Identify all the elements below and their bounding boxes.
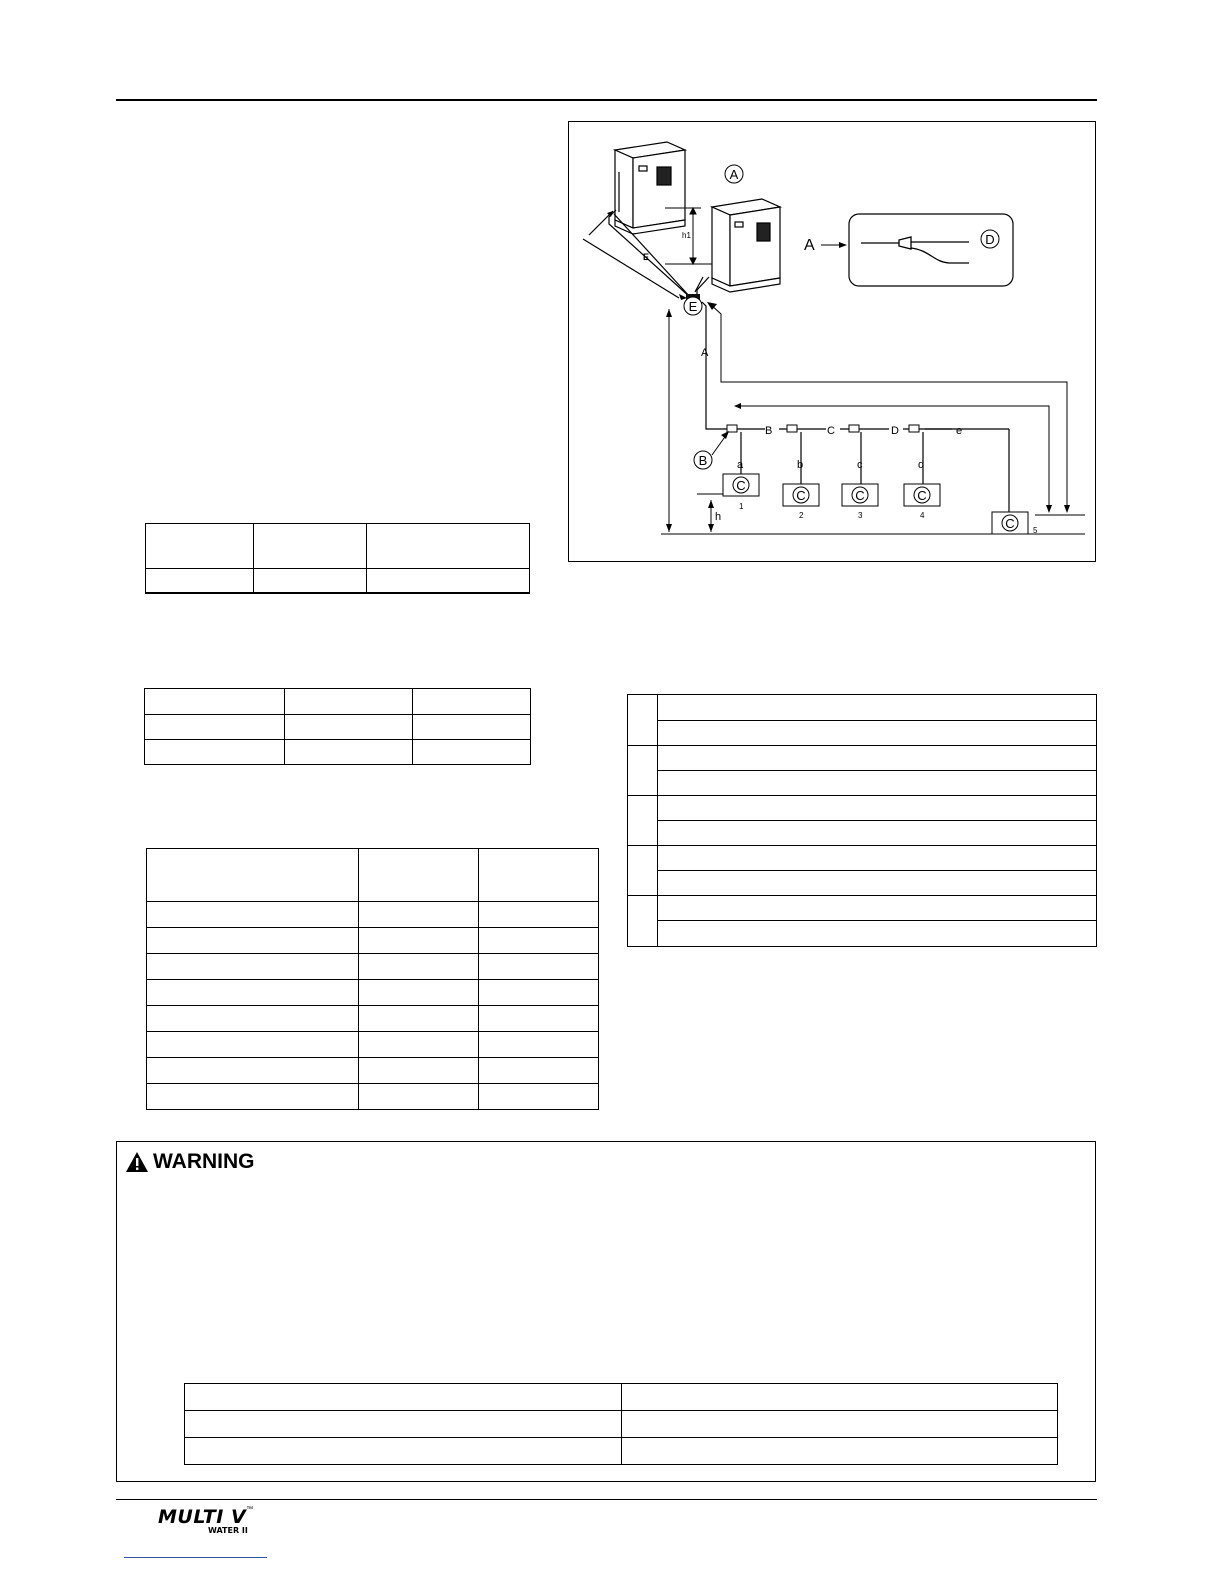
indoor-units — [723, 474, 1028, 534]
pipe-label-b-small: b — [797, 459, 804, 471]
table-row — [628, 695, 1097, 721]
indoor-unit-5-symbol: C — [1005, 516, 1015, 531]
table-row — [146, 524, 530, 569]
table-row — [628, 896, 1097, 921]
pipe-label-b: B — [765, 425, 773, 437]
arrow-e-right — [679, 294, 687, 300]
table-row — [185, 1384, 1058, 1411]
indoor-unit-2-symbol: C — [796, 488, 806, 503]
inset-arrow-head — [839, 242, 847, 248]
indoor-unit-1-symbol: C — [736, 478, 746, 493]
e-pipe-label: E — [643, 252, 650, 262]
table-row — [145, 689, 531, 715]
outdoor-unit-2 — [712, 199, 780, 292]
table-row — [147, 902, 599, 928]
table-row — [185, 1411, 1058, 1438]
piping-diagram-frame — [568, 121, 1096, 562]
warning-box — [116, 1141, 1096, 1482]
inset-a-label: A — [804, 237, 815, 254]
piping-diagram — [569, 122, 1095, 561]
h1-label: h1 — [682, 231, 691, 240]
callout-e-letter: E — [688, 299, 698, 314]
table-row — [147, 1006, 599, 1032]
table-2 — [144, 688, 531, 765]
callout-b-arrow-head — [721, 431, 729, 439]
indoor-unit-5-number: 5 — [1033, 526, 1038, 535]
table-row — [628, 796, 1097, 821]
footer-rule — [116, 1499, 1097, 1500]
pipe-label-e: e — [956, 425, 963, 437]
h-label: h — [715, 511, 722, 523]
table-row — [147, 1032, 599, 1058]
table-row — [145, 715, 531, 740]
table-row — [628, 846, 1097, 871]
indoor-unit-1-number: 1 — [739, 502, 744, 511]
indoor-unit-2-number: 2 — [799, 511, 804, 520]
table-row — [628, 721, 1097, 746]
warning-table — [184, 1383, 1058, 1465]
legend-table — [627, 694, 1097, 947]
table-row — [628, 871, 1097, 896]
indoor-unit-3-symbol: C — [855, 488, 865, 503]
logo-trademark: ™ — [246, 1506, 254, 1513]
pipe-label-d-small: d — [918, 459, 925, 471]
logo-text: MULTI V — [158, 1506, 247, 1528]
warning-heading — [125, 1150, 255, 1174]
header-rule — [116, 99, 1097, 101]
table-row — [628, 821, 1097, 846]
table-row — [147, 954, 599, 980]
bottom-link-underline — [124, 1557, 267, 1558]
table-1 — [145, 523, 530, 594]
outdoor-unit-1 — [615, 142, 685, 234]
warning-title: WARNING — [153, 1150, 255, 1173]
pipe-label-c: C — [827, 425, 835, 437]
logo-subtext: WATER II — [208, 1526, 248, 1535]
callout-d-letter: D — [985, 232, 995, 247]
indoor-unit-4-number: 4 — [920, 511, 925, 520]
callout-a-letter: A — [729, 167, 739, 182]
table-row — [185, 1438, 1058, 1465]
table-row — [628, 746, 1097, 771]
indoor-unit-4-symbol: C — [917, 488, 927, 503]
inset-box — [849, 214, 1013, 286]
table-row — [147, 928, 599, 954]
table-3 — [146, 848, 599, 1110]
pipe-label-a-small: a — [737, 459, 744, 471]
callout-b-letter: B — [698, 453, 708, 468]
warning-triangle-icon — [125, 1151, 149, 1173]
table-row — [147, 1058, 599, 1084]
multi-v-logo — [158, 1506, 254, 1535]
table-row — [146, 569, 530, 593]
table-row — [628, 921, 1097, 947]
pipe-label-d: D — [891, 425, 899, 437]
pipe-label-a: A — [701, 347, 709, 359]
indoor-unit-3-number: 3 — [858, 511, 863, 520]
table-row — [147, 849, 599, 902]
pipe-label-c-small: c — [857, 459, 863, 471]
table-row — [628, 771, 1097, 796]
table-row — [147, 1084, 599, 1110]
table-row — [147, 980, 599, 1006]
table-row — [145, 740, 531, 765]
